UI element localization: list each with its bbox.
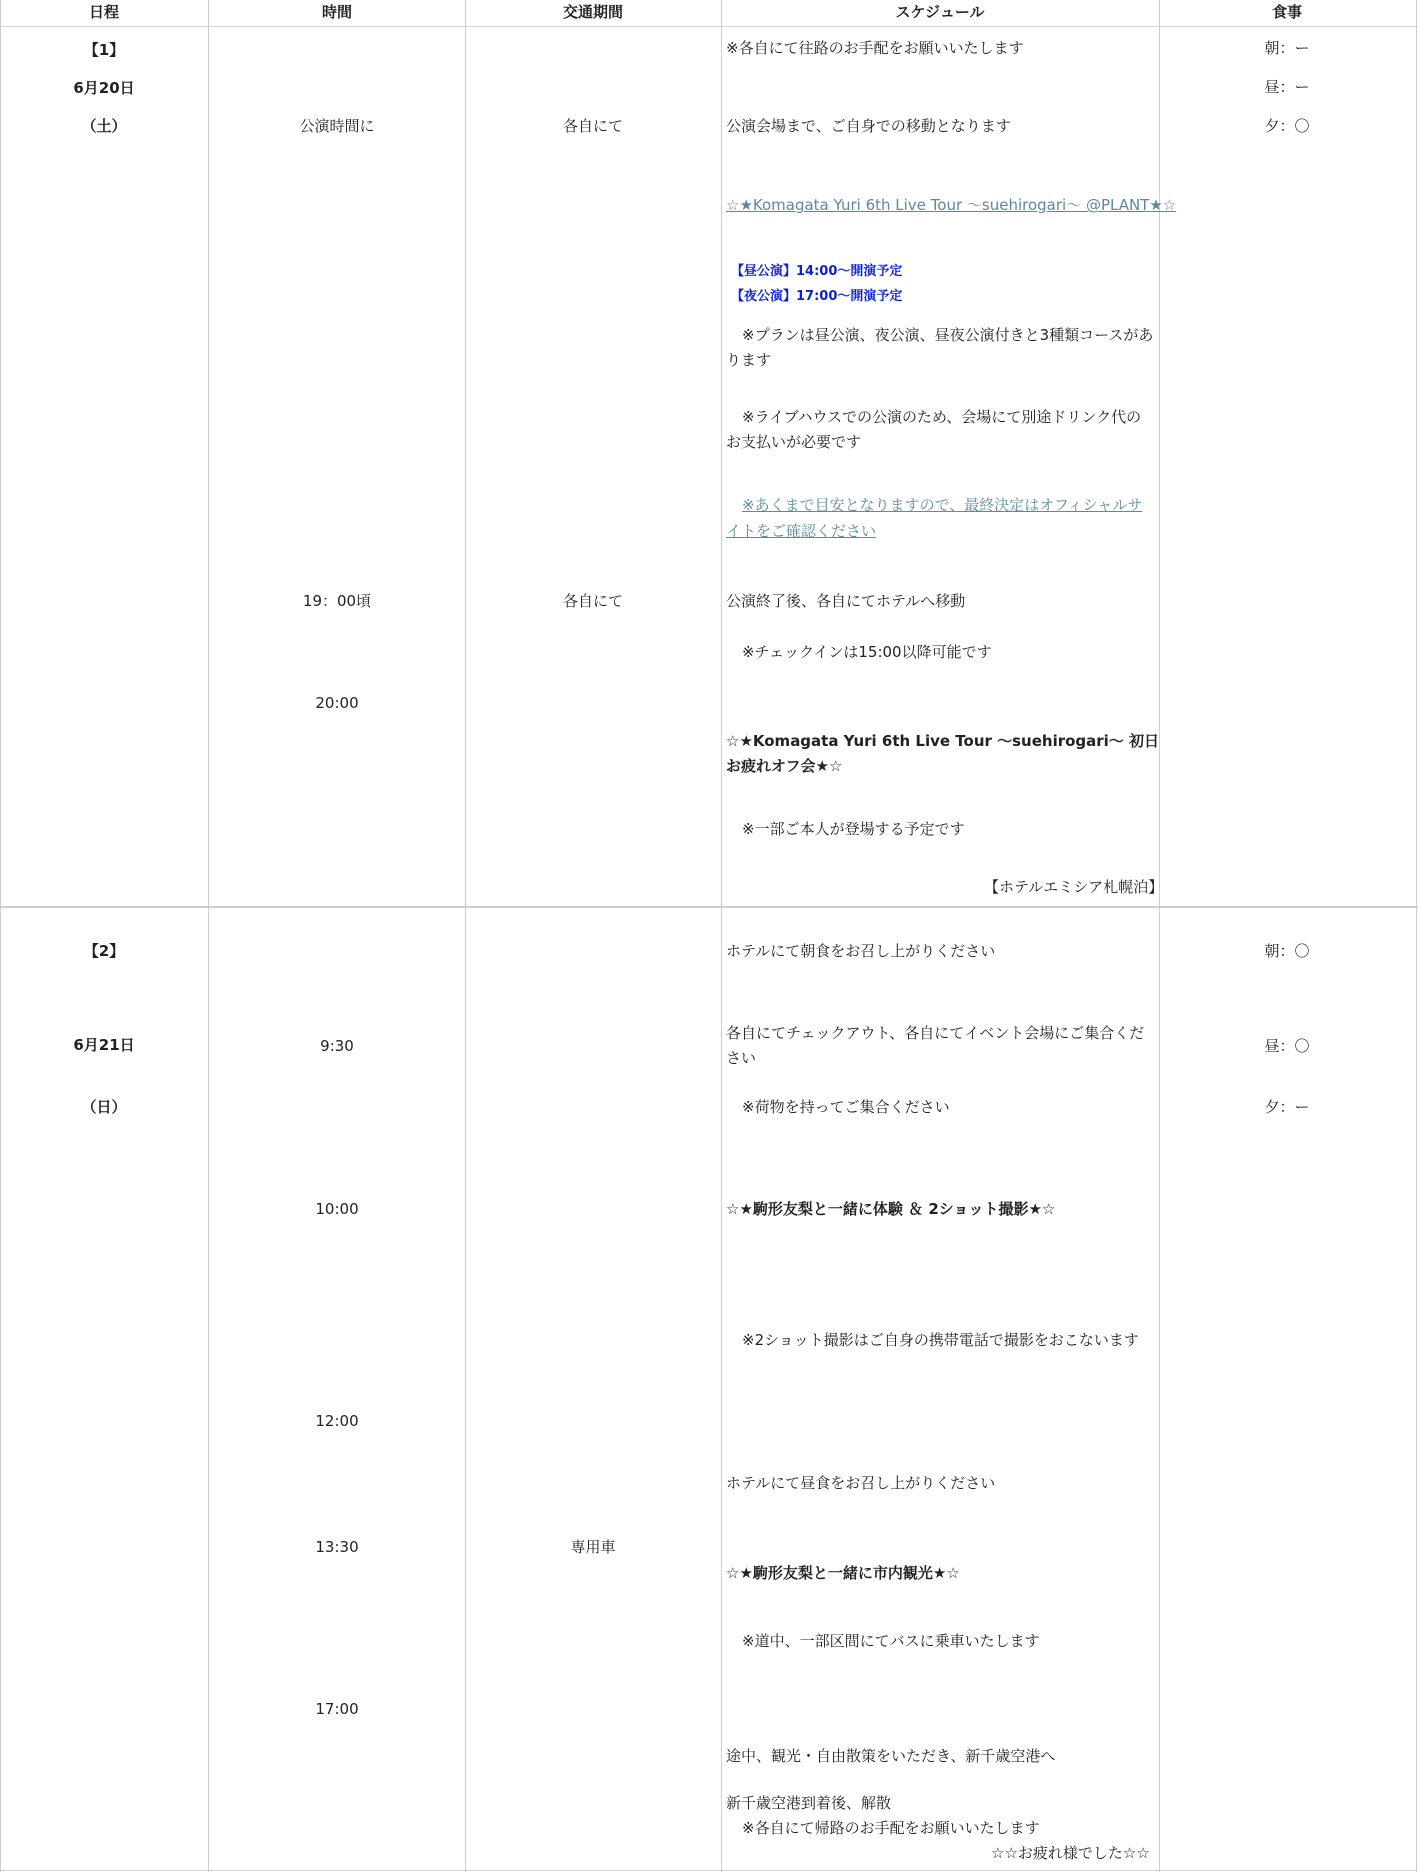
event-title: ☆★駒形友梨と一緒に体験 ＆ 2ショット撮影★☆: [726, 1200, 1056, 1218]
event-link[interactable]: ☆★Komagata Yuri 6th Live Tour 〜suehirogari〜 @PLANT★☆: [726, 196, 1177, 214]
column-divider: [465, 0, 466, 1872]
hotel-note: 【ホテルエミシア札幌泊】: [984, 878, 1164, 896]
day-number: 【2】: [83, 942, 125, 960]
schedule-line: ※ライブハウスでの公演のため、会場にて別途ドリンク代の: [742, 408, 1142, 426]
meal-lunch: 昼：〇: [1264, 1037, 1310, 1055]
schedule-line: ※各自にて帰路のお手配をお願いいたします: [742, 1819, 1040, 1837]
column-divider: [208, 0, 209, 1872]
time-cell: 公演時間に: [299, 117, 375, 135]
event-title: お疲れオフ会★☆: [726, 757, 843, 775]
schedule-line: 新千歳空港到着後、解散: [726, 1794, 892, 1812]
event-title: ☆★駒形友梨と一緒に市内観光★☆: [726, 1564, 960, 1582]
header-schedule: スケジュール: [895, 3, 985, 21]
column-divider: [1416, 0, 1417, 1872]
time-cell: 9:30: [320, 1037, 354, 1055]
header-meals: 食事: [1271, 3, 1303, 21]
meal-breakfast: 朝：ー: [1264, 39, 1310, 57]
schedule-line: ※2ショット撮影はご自身の携帯電話で撮影をおこないます: [742, 1331, 1139, 1349]
header-transport: 交通期間: [562, 3, 624, 21]
time-cell: 10:00: [315, 1200, 359, 1218]
table-bottom: [0, 1870, 1418, 1871]
time-cell: 20:00: [315, 694, 359, 712]
meal-dinner: 夕：ー: [1264, 1098, 1310, 1116]
schedule-line: ホテルにて朝食をお召し上がりください: [726, 942, 996, 960]
schedule-line: お支払いが必要です: [726, 433, 862, 451]
transport-cell: 各自にて: [562, 592, 624, 610]
header-time: 時間: [321, 3, 353, 21]
schedule-line: ※各自にて往路のお手配をお願いいたします: [726, 39, 1024, 57]
schedule-line: ※一部ご本人が登場する予定です: [742, 820, 965, 838]
column-divider: [1159, 0, 1160, 1872]
schedule-line: 公演終了後、各自にてホテルへ移動: [726, 592, 966, 610]
schedule-line: 途中、観光・自由散策をいただき、新千歳空港へ: [726, 1747, 1056, 1765]
day-number: 【1】: [83, 41, 125, 59]
transport-cell: 専用車: [570, 1538, 616, 1556]
day-date: 6月20日: [73, 79, 135, 97]
column-divider: [0, 0, 1, 1872]
transport-cell: 各自にて: [562, 117, 624, 135]
column-divider: [721, 0, 722, 1872]
schedule-line: 各自にてチェックアウト、各自にてイベント会場にご集合くだ: [726, 1024, 1145, 1042]
day-date: 6月21日: [73, 1036, 135, 1054]
header-divider: [0, 26, 1418, 27]
time-cell: 12:00: [315, 1412, 359, 1430]
time-cell: 17:00: [315, 1700, 359, 1718]
event-title: ☆★Komagata Yuri 6th Live Tour 〜suehirogari〜 初日: [726, 732, 1160, 750]
schedule-line: ホテルにて昼食をお召し上がりください: [726, 1474, 996, 1492]
matinee-time: 【昼公演】14:00〜開演予定: [731, 264, 903, 279]
schedule-line: ります: [726, 351, 772, 369]
day-weekday: （日）: [81, 1098, 127, 1116]
row-divider: [0, 906, 1418, 908]
official-site-link[interactable]: イトをご確認ください: [726, 522, 877, 540]
schedule-line: ※道中、一部区間にてバスに乗車いたします: [742, 1632, 1040, 1650]
meal-dinner: 夕：〇: [1264, 117, 1310, 135]
official-site-link[interactable]: ※あくまで目安となりますので、最終決定はオフィシャルサ: [742, 496, 1143, 514]
schedule-line: ※プランは昼公演、夜公演、昼夜公演付きと3種類コースがあ: [742, 326, 1154, 344]
schedule-line: さい: [726, 1049, 757, 1067]
time-cell: 13:30: [315, 1538, 359, 1556]
time-cell: 19：00頃: [302, 592, 372, 610]
schedule-line: ※荷物を持ってご集合ください: [742, 1098, 950, 1116]
day-weekday: （土）: [81, 117, 127, 135]
closing-note: ☆☆お疲れ様でした☆☆: [991, 1844, 1150, 1862]
meal-breakfast: 朝：〇: [1264, 942, 1310, 960]
schedule-line: ※チェックインは15:00以降可能です: [742, 643, 992, 661]
schedule-line: 公演会場まで、ご自身での移動となります: [726, 117, 1011, 135]
header-date: 日程: [88, 3, 120, 21]
evening-time: 【夜公演】17:00〜開演予定: [731, 289, 903, 304]
meal-lunch: 昼：ー: [1264, 78, 1310, 96]
